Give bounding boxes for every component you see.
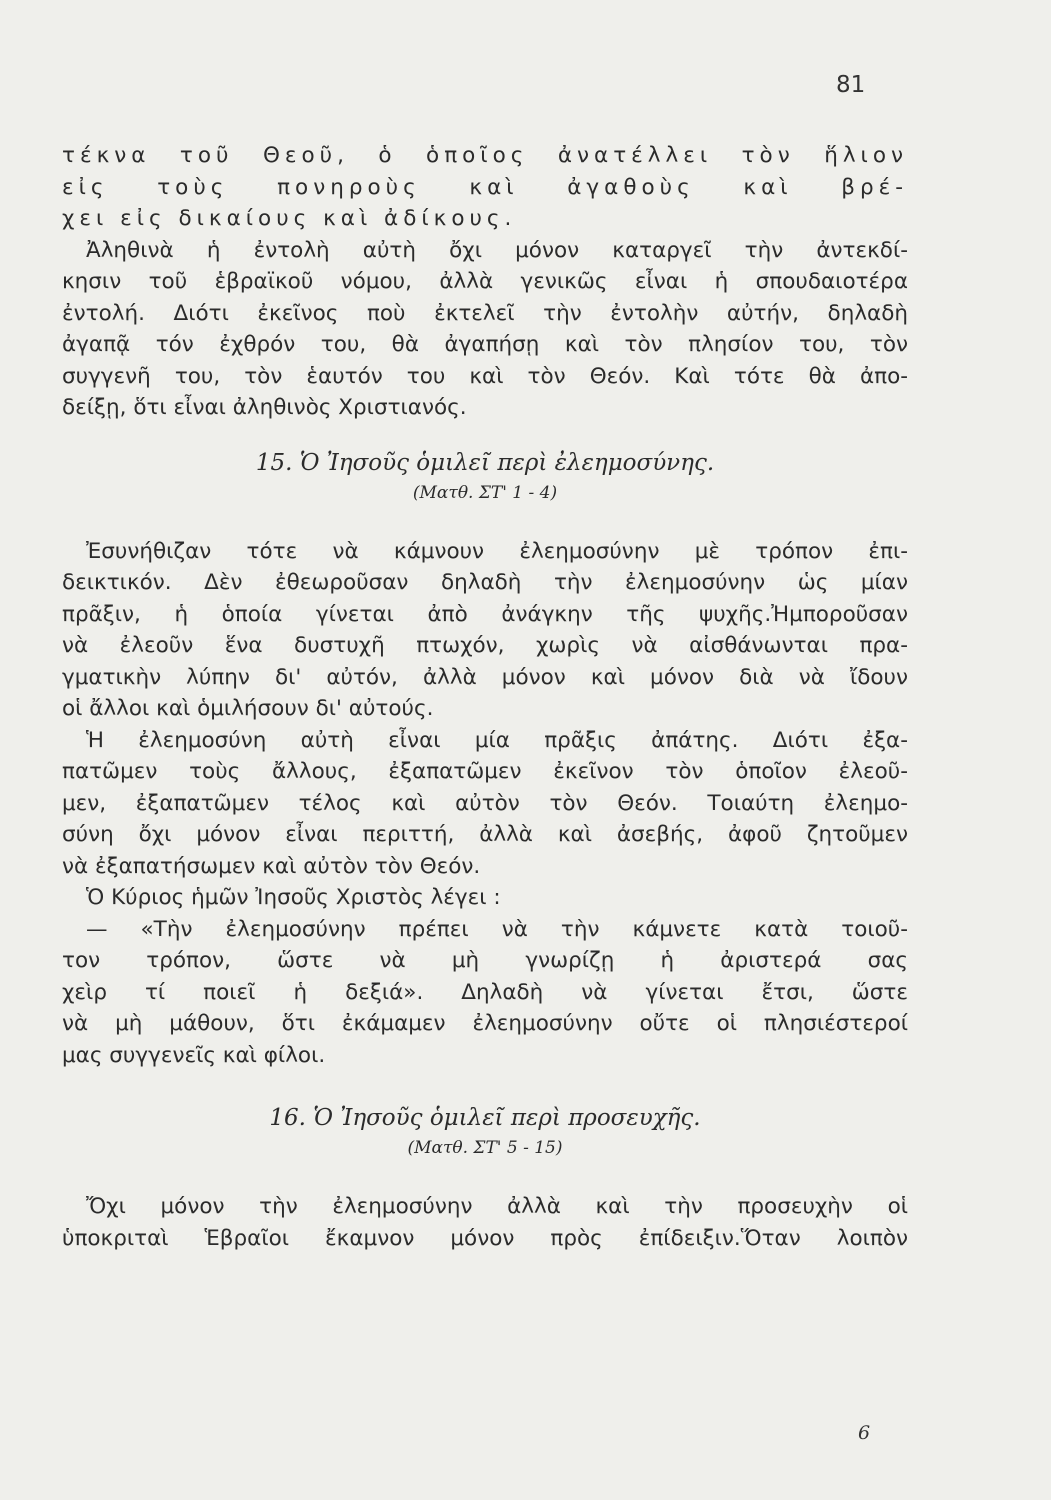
text-line: εἰς τοὺς πονηροὺς καὶ ἀγαθοὺς καὶ βρέ-	[62, 174, 908, 200]
text-line: σύνη ὄχι μόνον εἶναι περιττή, ἀλλὰ καὶ ἀσεβής, ἀφοῦ ζητοῦμεν	[62, 822, 908, 847]
text-line: γματικὴν λύπην δι' αὐτόν, ἀλλὰ μόνον καὶ μόνον διὰ νὰ ἴδουν	[62, 664, 908, 690]
text-line: χεὶρ τί ποιεῖ ἡ δεξιά». Δηλαδὴ νὰ γίνεται ἔτσι, ὥστε	[62, 979, 908, 1005]
text-line: Ὄχι μόνον τὴν ἐλεημοσύνην ἀλλὰ καὶ τὴν προσευχὴν οἱ	[86, 1194, 908, 1219]
text-line: ὑποκριταὶ Ἑβραῖοι ἔκαμνον μόνον πρὸς ἐπίδειξιν.Ὅταν λοιπὸν	[62, 1225, 908, 1251]
text-line: πρᾶξιν, ἡ ὁποία γίνεται ἀπὸ ἀνάγκην τῆς ψυχῆς.Ἠμποροῦσαν	[62, 601, 908, 627]
text-line: δείξῃ, ὅτι εἶναι ἀληθινὸς Χριστιανός.	[62, 395, 467, 420]
text-line: κησιν τοῦ ἑβραϊκοῦ νόμου, ἀλλὰ γενικῶς εἶναι ἡ σπουδαιοτέρα	[62, 269, 908, 294]
text-line: ἐντολή. Διότι ἐκεῖνος ποὺ ἐκτελεῖ τὴν ἐντολὴν αὐτήν, δηλαδὴ	[62, 300, 908, 326]
section-reference-15: (Ματθ. ΣΤ' 1 - 4)	[412, 482, 558, 503]
text-line: Ὁ Κύριος ἡμῶν Ἰησοῦς Χριστὸς λέγει :	[86, 885, 501, 910]
text-line: νὰ μὴ μάθουν, ὅτι ἐκάμαμεν ἐλεημοσύνην οὔτε οἱ πλησιέστεροί	[62, 1011, 908, 1036]
text-line: Ἐσυνήθιζαν τότε νὰ κάμνουν ἐλεημοσύνην μὲ τρόπον ἐπι-	[86, 538, 908, 564]
text-line: χει εἰς δικαίους καὶ ἀδίκους.	[62, 206, 517, 231]
text-line: Ἡ ἐλεημοσύνη αὐτὴ εἶναι μία πρᾶξις ἀπάτης. Διότι ἐξα-	[86, 727, 908, 753]
text-line: μεν, ἐξαπατῶμεν τέλος καὶ αὐτὸν τὸν Θεόν. Τοιαύτη ἐλεημο-	[62, 790, 908, 816]
section-heading-16: 16. Ὁ Ἰησοῦς ὁμιλεῖ περὶ προσευχῆς.	[269, 1105, 701, 1131]
section-heading-15: 15. Ὁ Ἰησοῦς ὁμιλεῖ περὶ ἐλεημοσύνης.	[255, 449, 715, 476]
text-line: νὰ ἐλεοῦν ἕνα δυστυχῆ πτωχόν, χωρὶς νὰ αἰσθάνωνται πρα-	[62, 633, 908, 658]
text-line: — «Τὴν ἐλεημοσύνην πρέπει νὰ τὴν κάμνετε κατὰ τοιοῦ-	[86, 916, 908, 942]
text-line: νὰ ἐξαπατήσωμεν καὶ αὐτὸν τὸν Θεόν.	[62, 853, 481, 879]
page-body	[62, 140, 908, 1254]
text-line: συγγενῆ του, τὸν ἑαυτόν του καὶ τὸν Θεόν. Καὶ τότε θὰ ἀπο-	[62, 363, 908, 389]
page-number: 81	[836, 72, 866, 98]
text-line: δεικτικόν. Δὲν ἐθεωροῦσαν δηλαδὴ τὴν ἐλεημοσύνην ὡς μίαν	[62, 570, 908, 595]
text-line: πατῶμεν τοὺς ἄλλους, ἐξαπατῶμεν ἐκεῖνον τὸν ὁποῖον ἐλεοῦ-	[62, 759, 908, 784]
text-line: τέκνα τοῦ Θεοῦ, ὁ ὁποῖος ἀνατέλλει τὸν ἥλιον	[62, 143, 908, 168]
signature-mark: 6	[858, 1422, 871, 1444]
text-line: μας συγγενεῖς καὶ φίλοι.	[62, 1042, 326, 1068]
text-line: ἀγαπᾷ τόν ἐχθρόν του, θὰ ἀγαπήσῃ καὶ τὸν πλησίον του, τὸν	[62, 332, 908, 357]
section-reference-16: (Ματθ. ΣΤ' 5 - 15)	[407, 1138, 563, 1158]
text-line: τον τρόπον, ὥστε νὰ μὴ γνωρίζῃ ἡ ἀριστερά σας	[62, 948, 908, 973]
text-line: Ἀληθινὰ ἡ ἐντολὴ αὐτὴ ὄχι μόνον καταργεῖ τὴν ἀντεκδί-	[86, 237, 908, 263]
text-line: οἱ ἄλλοι καὶ ὁμιλήσουν δι' αὐτούς.	[62, 696, 434, 721]
